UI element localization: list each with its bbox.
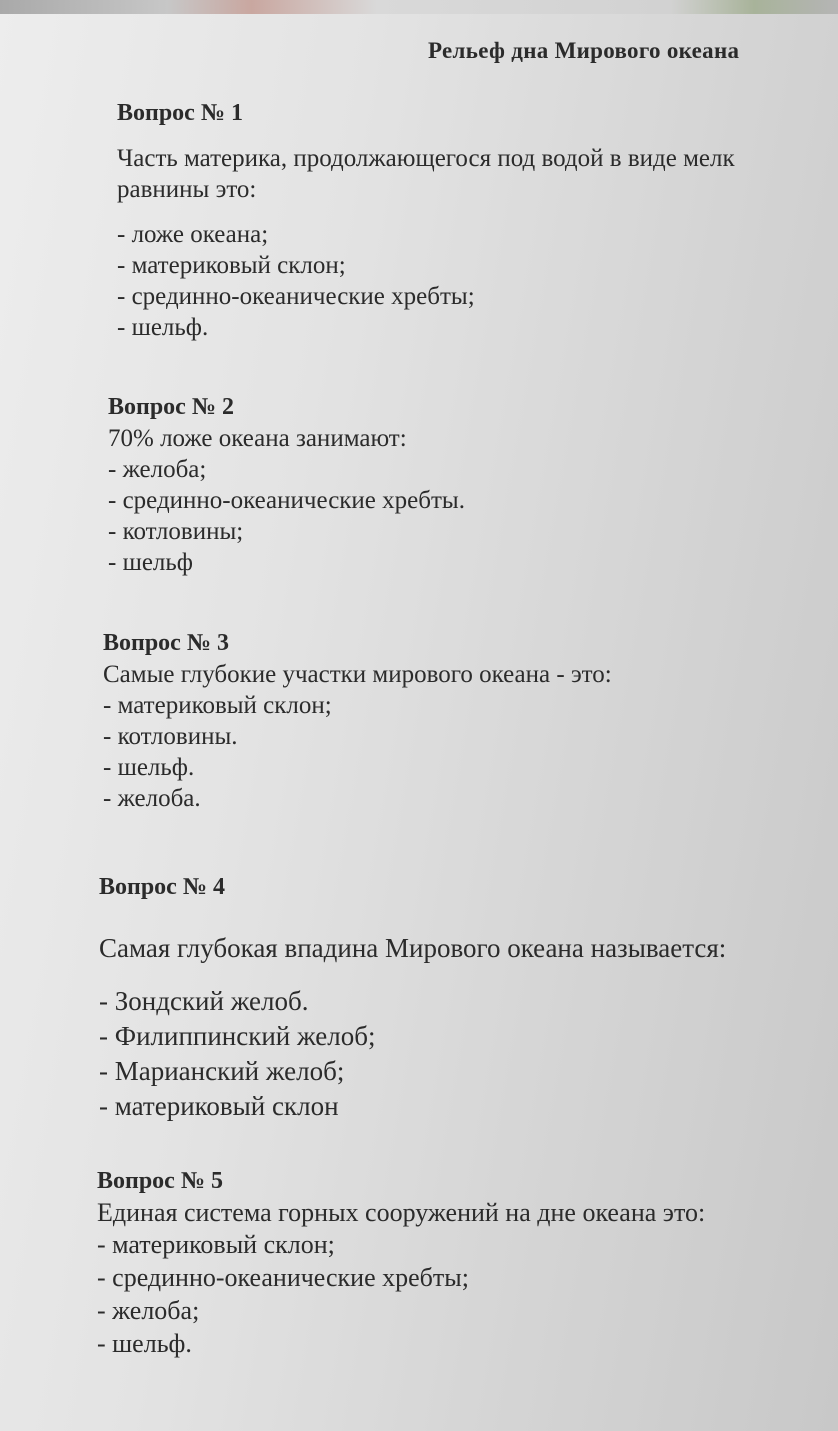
answer-option: - срединно-океанические хребты.	[108, 487, 465, 514]
question-3	[103, 628, 612, 814]
question-text-line: Часть материка, продолжающегося под водой в виде мелк	[117, 145, 735, 172]
question-2	[108, 392, 465, 578]
question-text	[97, 1197, 705, 1228]
answer-option: - желоба.	[103, 785, 201, 812]
answer-option: - Марианский желоб;	[99, 1056, 345, 1086]
question-heading: Вопрос № 3	[103, 630, 229, 656]
background-edge	[0, 0, 838, 14]
answer-option: - материковый склон	[99, 1091, 339, 1121]
answer-option: - котловины.	[103, 723, 238, 750]
question-text-line: Единая система горных сооружений на дне океана это:	[97, 1198, 706, 1227]
question-text	[117, 143, 735, 205]
answer-option: - шельф.	[117, 314, 209, 341]
answer-option: - срединно-океанические хребты;	[97, 1263, 469, 1292]
question-text	[99, 933, 726, 964]
answer-options	[99, 984, 726, 1124]
question-text	[103, 659, 612, 690]
answer-option: - желоба;	[97, 1296, 200, 1325]
answer-options	[117, 219, 735, 343]
question-text-line: Самые глубокие участки мирового океана - это:	[103, 661, 612, 688]
answer-option: - желоба;	[108, 456, 207, 483]
answer-option: - Филиппинский желоб;	[99, 1021, 376, 1051]
answer-options	[103, 690, 612, 814]
document-title: Рельеф дна Мирового океана	[428, 38, 740, 63]
answer-option: - шельф	[108, 549, 193, 576]
answer-option: - шельф.	[103, 754, 195, 781]
question-heading: Вопрос № 1	[117, 100, 243, 126]
question-heading: Вопрос № 2	[108, 394, 234, 420]
answer-options	[97, 1228, 705, 1360]
answer-option: - котловины;	[108, 518, 244, 545]
question-text	[108, 423, 465, 454]
answer-option: - материковый склон;	[103, 692, 332, 719]
answer-option: - материковый склон;	[97, 1230, 335, 1259]
answer-option: - материковый склон;	[117, 252, 346, 279]
question-heading: Вопрос № 5	[97, 1168, 223, 1194]
answer-option: - ложе океана;	[117, 221, 269, 248]
question-text-line: равнины это:	[117, 176, 257, 203]
question-4	[99, 872, 726, 1124]
question-text-line: Самая глубокая впадина Мирового океана называется:	[99, 933, 727, 963]
answer-options	[108, 454, 465, 578]
question-text-line: 70% ложе океана занимают:	[108, 425, 407, 452]
question-heading: Вопрос № 4	[99, 874, 225, 900]
answer-option: - шельф.	[97, 1329, 192, 1358]
question-5	[97, 1166, 705, 1360]
answer-option: - Зондский желоб.	[99, 986, 309, 1016]
answer-option: - срединно-океанические хребты;	[117, 283, 475, 310]
question-1	[117, 98, 735, 343]
